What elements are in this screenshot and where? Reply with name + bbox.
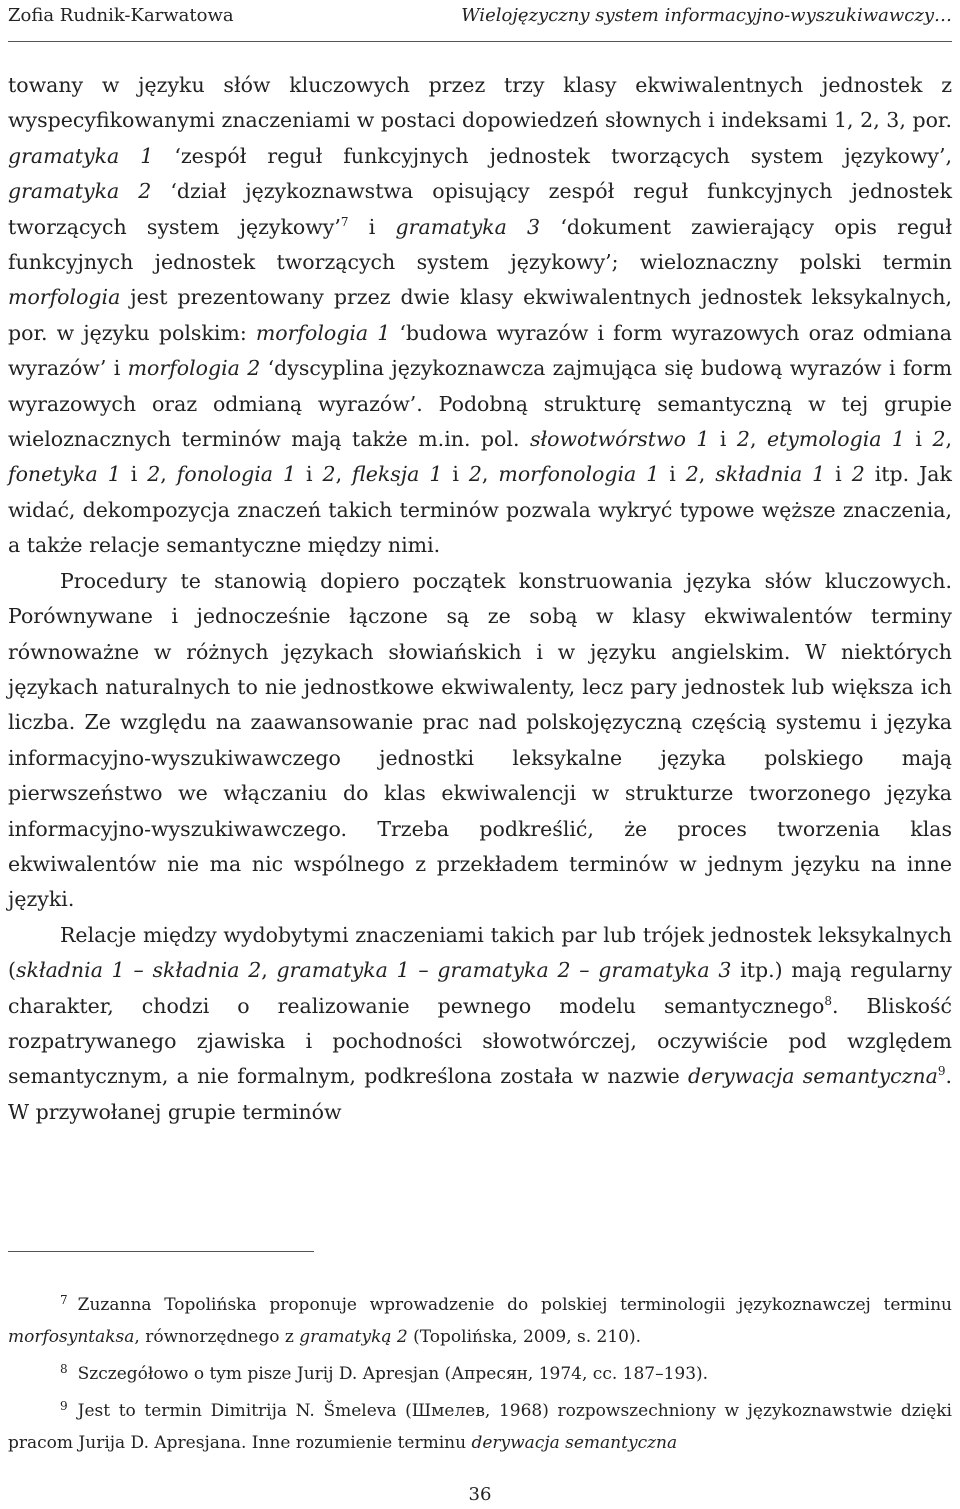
term-italic: 2 — [736, 427, 750, 452]
footnotes — [8, 1284, 952, 1459]
text-run: i — [709, 427, 737, 452]
text-run: itp.) mają regularny charakter, chodzi o realizowanie pewnego modelu semantycznego — [8, 958, 952, 1018]
term-italic: etymologia 1 — [766, 427, 905, 452]
footnote-ref-7: 7 — [340, 214, 349, 229]
term-italic: 2 — [322, 462, 336, 487]
text-run: i — [904, 427, 933, 452]
text-run: Szczegółowo o tym pisze Jurij D. Apresjan (Апресян, 1974, сс. 187–193). — [77, 1364, 709, 1384]
text-run: i — [659, 462, 686, 487]
text-run: Jest to termin Dimitrija N. Šmeleva (Шмелев, 1968) rozpowszechniony w językoznawstwie dzięki pracom Jurija D. Apresjana. Inne rozumienie terminu — [8, 1401, 952, 1453]
page-number: 36 — [468, 1484, 492, 1505]
term-italic: morfologia 1 — [255, 320, 391, 345]
term-italic: derywacja semantyczna — [471, 1433, 678, 1453]
text-run: ‘dział językoznawstwa opisujący zespół reguł funkcyjnych jednostek tworzących system językowy’ — [8, 179, 952, 239]
text-run: ‘dyscyplina językoznawcza zajmująca się budową wyrazów i form wyrazowych oraz odmianą wyrazów’. Podobną strukturę semantyczną w tej grupie wieloznacznych terminów mają także m.in. pol. — [8, 356, 953, 452]
text-run: (Topolińska, 2009, s. 210). — [407, 1327, 642, 1347]
term-italic: gramatyka 3 — [395, 214, 541, 239]
term-italic: derywacja semantyczna — [688, 1064, 938, 1089]
footnote-7 — [8, 1284, 952, 1353]
text-run: , — [945, 427, 953, 452]
term-italic: 2 — [147, 462, 161, 487]
running-header — [8, 4, 952, 32]
footnote-number: 9 — [60, 1399, 68, 1413]
term-italic: 2 — [932, 427, 946, 452]
running-header-title: Wielojęzyczny system informacyjno-wyszukiwawczy… — [461, 5, 952, 26]
footnote-number: 8 — [60, 1362, 68, 1376]
text-run: Procedury te stanowią dopiero początek konstruowania języka słów kluczowych. Porównywane i jednocześnie łączone są ze sobą w klasy ekwiwalentów terminy równoważne w różnych językach słowiańskich i w języku angielskim. W niektórych językach naturalnych to nie jednostkowe ekwiwalenty, lecz pary jednostek lub większa ich liczba. Ze względu na zaawansowanie prac nad polskojęzyczną częścią systemu i języka informacyjno-wyszukiwawczego jednostki leksykalne języka polskiego mają pierwszeństwo we włączaniu do klas ekwiwalencji w strukturze tworzonego języka informacyjno-wyszukiwawczego. Trzeba podkreślić, że proces tworzenia klas ekwiwalentów nie ma nic wspólnego z przekładem terminów w jednym języku na inne języki. — [8, 568, 952, 912]
text-run: jest prezentowany przez dwie klasy ekwiwalentnych jednostek leksykalnych, por. w języku polskim: — [8, 285, 952, 345]
text-run: ‘zespół reguł funkcyjnych jednostek tworzących system językowy’, — [153, 143, 952, 168]
term-italic: 2 — [468, 462, 482, 487]
text-run: ‘dokument zawierający opis reguł funkcyjnych jednostek tworzących system językowy’; wieloznaczny polski termin — [8, 214, 952, 275]
text-run: , — [160, 462, 177, 487]
footnote-8 — [8, 1353, 952, 1390]
text-run: , — [749, 427, 767, 452]
text-run: Relacje między wydobytymi znaczeniami takich par lub trójek jednostek leksykalnych ( — [8, 922, 952, 983]
term-italic: fonetyka 1 — [8, 462, 121, 487]
text-run: , — [335, 462, 353, 487]
text-run: Zuzanna Topolińska proponuje wprowadzenie do polskiej terminologii językoznawczej terminu — [77, 1295, 952, 1315]
text-run: ‘budowa wyrazów i form wyrazowych oraz odmiana wyrazów’ i — [8, 320, 952, 381]
text-run: i — [120, 462, 148, 487]
term-italic: fleksja 1 — [352, 462, 443, 487]
paragraph-2 — [8, 564, 952, 918]
text-run: , równorzędnego z — [134, 1327, 300, 1347]
footnote-ref-8: 8 — [824, 993, 833, 1008]
term-italic: słowotwórstwo 1 — [529, 427, 710, 452]
term-italic: 2 — [851, 462, 865, 487]
term-italic: gramatyka 1 — [8, 143, 154, 168]
term-italic: składnia 1 — [715, 462, 826, 487]
main-text — [8, 68, 952, 1130]
running-header-author: Zofia Rudnik-Karwatowa — [8, 5, 234, 26]
footnote-9 — [8, 1390, 952, 1459]
text-run: , — [481, 462, 499, 487]
text-run: i — [825, 462, 852, 487]
term-italic: fonologia 1 — [176, 462, 297, 487]
footnote-rule — [8, 1251, 314, 1252]
term-italic: morfonologia 1 — [498, 462, 660, 487]
footnote-ref-9: 9 — [937, 1064, 946, 1079]
header-rule — [8, 41, 952, 42]
text-run: , — [698, 462, 716, 487]
text-run: , — [261, 958, 277, 983]
text-run: . W przywołanej grupie terminów — [8, 1064, 952, 1124]
text-run: i — [296, 462, 323, 487]
text-run: towany w języku słów kluczowych przez trzy klasy ekwiwalentnych jednostek z wyspecyfikowanymi znaczeniami w postaci dopowiedzeń słownych i indeksami 1, 2, 3, por. — [8, 73, 952, 133]
paragraph-1 — [8, 68, 952, 564]
term-italic: 2 — [685, 462, 699, 487]
term-italic: morfosyntaksa — [8, 1327, 135, 1347]
text-run: . Bliskość rozpatrywanego zjawiska i pochodności słowotwórczej, oczywiście pod względem semantycznym, a nie formalnym, podkreślona została w nazwie — [8, 993, 952, 1089]
term-italic: gramatyka 2 — [8, 179, 152, 204]
term-italic: składnia 1 – składnia 2 — [16, 958, 262, 983]
text-run: i — [348, 214, 396, 239]
term-italic: morfologia 2 — [127, 356, 261, 381]
term-italic: gramatyką 2 — [299, 1327, 408, 1347]
term-italic: morfologia — [8, 285, 121, 310]
footnote-number: 7 — [60, 1293, 68, 1307]
paragraph-3 — [8, 918, 952, 1130]
term-italic: gramatyka 1 – gramatyka 2 – gramatyka 3 — [276, 958, 732, 983]
text-run: i — [442, 462, 469, 487]
text-run: itp. Jak widać, dekompozycja znaczeń takich terminów pozwala wykryć typowe węższe znaczenia, a także relacje semantyczne między nimi. — [8, 462, 952, 558]
